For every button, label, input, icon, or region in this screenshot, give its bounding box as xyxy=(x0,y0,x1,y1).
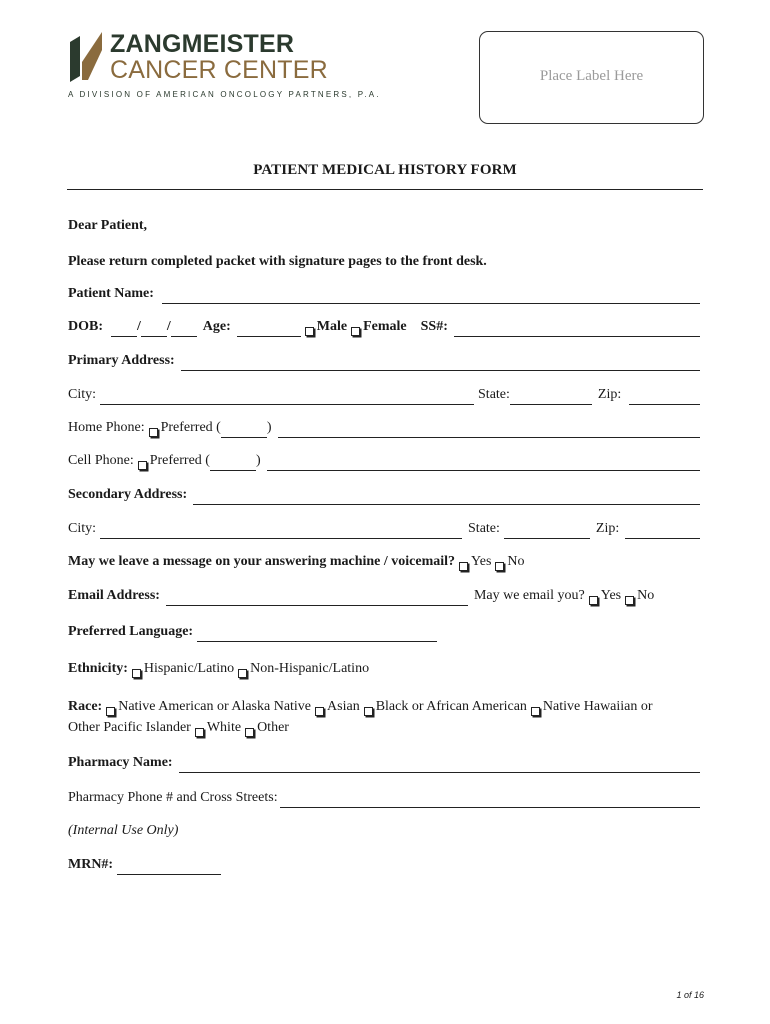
non-hispanic-label: Non-Hispanic/Latino xyxy=(250,661,370,676)
city-row-2 xyxy=(68,519,700,539)
pharmacy-name-label: Pharmacy Name: xyxy=(68,755,173,770)
email-no-label: No xyxy=(637,588,655,603)
pharmacy-phone-field[interactable] xyxy=(280,793,700,808)
cell-phone-preferred-checkbox[interactable] xyxy=(138,461,147,470)
preferred-label: Preferred ( xyxy=(160,420,221,435)
zip-label: Zip: xyxy=(597,387,622,402)
zip-label-2: Zip: xyxy=(595,521,620,536)
city-label: City: xyxy=(68,387,97,402)
city-row xyxy=(68,385,700,405)
ethnicity-label: Ethnicity: xyxy=(68,661,128,676)
cell-phone-field[interactable] xyxy=(267,456,700,471)
dob-row xyxy=(68,317,700,337)
city-field-2[interactable] xyxy=(100,524,462,539)
greeting: Dear Patient, xyxy=(68,218,148,233)
primary-address-label: Primary Address: xyxy=(68,353,175,368)
secondary-address-row xyxy=(68,485,700,505)
email-yes-label: Yes xyxy=(600,588,622,603)
mrn-row xyxy=(68,855,700,875)
race-asian-checkbox[interactable] xyxy=(315,707,324,716)
city-label-2: City: xyxy=(68,521,97,536)
preferred-close: ) xyxy=(266,420,272,435)
city-field[interactable] xyxy=(100,390,474,405)
female-checkbox[interactable] xyxy=(351,327,360,336)
state-field[interactable] xyxy=(510,390,592,405)
internal-use-row xyxy=(68,821,700,841)
race-native-american-label: Native American or Alaska Native xyxy=(118,699,312,714)
zip-field[interactable] xyxy=(629,390,700,405)
mrn-label: MRN#: xyxy=(68,857,114,872)
preferred-label: Preferred ( xyxy=(149,453,210,468)
language-label: Preferred Language: xyxy=(68,624,194,639)
cell-phone-row xyxy=(68,451,700,471)
dob-separator: / xyxy=(137,319,141,334)
page-number: 1 of 16 xyxy=(676,990,704,1000)
language-field[interactable] xyxy=(197,627,437,642)
race-white-checkbox[interactable] xyxy=(195,728,204,737)
race-row-2 xyxy=(68,718,700,738)
home-phone-field[interactable] xyxy=(278,423,700,438)
pharmacy-phone-row xyxy=(68,788,700,808)
female-label: Female xyxy=(363,319,407,334)
state-label: State: xyxy=(478,387,510,402)
cell-phone-preferred-field[interactable] xyxy=(210,456,256,471)
voicemail-yes-label: Yes xyxy=(471,554,492,569)
internal-use-note: (Internal Use Only) xyxy=(68,823,179,838)
state-label-2: State: xyxy=(468,521,500,536)
race-other-checkbox[interactable] xyxy=(245,728,254,737)
preferred-close: ) xyxy=(255,453,261,468)
email-no-checkbox[interactable] xyxy=(625,596,634,605)
dob-separator: / xyxy=(166,319,171,334)
male-label: Male xyxy=(316,319,348,334)
voicemail-question: May we leave a message on your answering machine / voicemail? xyxy=(68,554,456,569)
instructions: Please return completed packet with signature pages to the front desk. xyxy=(68,254,487,269)
race-other-label: Other xyxy=(257,720,289,735)
dob-label: DOB: xyxy=(68,319,103,334)
logo-name-line2: CANCER CENTER xyxy=(110,56,328,84)
instructions-row xyxy=(68,252,700,272)
hispanic-label: Hispanic/Latino xyxy=(143,661,235,676)
voicemail-no-checkbox[interactable] xyxy=(495,562,504,571)
patient-name-label: Patient Name: xyxy=(68,286,154,301)
race-asian-label: Asian xyxy=(327,699,360,714)
non-hispanic-checkbox[interactable] xyxy=(238,669,247,678)
race-white-label: White xyxy=(206,720,242,735)
race-black-label: Black or African American xyxy=(375,699,527,714)
email-yes-checkbox[interactable] xyxy=(589,596,598,605)
zip-field-2[interactable] xyxy=(625,524,700,539)
hispanic-checkbox[interactable] xyxy=(132,669,141,678)
race-black-checkbox[interactable] xyxy=(364,707,373,716)
patient-label-box[interactable] xyxy=(479,31,704,124)
pharmacy-phone-label: Pharmacy Phone # and Cross Streets: xyxy=(68,790,278,805)
dob-year-field[interactable] xyxy=(171,322,197,337)
patient-name-field[interactable] xyxy=(162,289,700,304)
state-field-2[interactable] xyxy=(504,524,590,539)
home-phone-preferred-checkbox[interactable] xyxy=(149,428,158,437)
logo-name-line1: ZANGMEISTER xyxy=(110,30,295,58)
male-checkbox[interactable] xyxy=(305,327,314,336)
voicemail-no-label: No xyxy=(507,554,525,569)
ethnicity-row xyxy=(68,659,700,679)
age-field[interactable] xyxy=(237,322,301,337)
race-row xyxy=(68,697,700,717)
title-divider xyxy=(67,189,703,190)
email-field[interactable] xyxy=(166,591,468,606)
voicemail-yes-checkbox[interactable] xyxy=(459,562,468,571)
email-row xyxy=(68,586,700,606)
race-native-american-checkbox[interactable] xyxy=(106,707,115,716)
ss-field[interactable] xyxy=(454,322,700,337)
race-hawaiian-label-cont: Other Pacific Islander xyxy=(68,720,191,735)
logo-subtitle: A DIVISION OF AMERICAN ONCOLOGY PARTNERS, P.A. xyxy=(68,90,381,99)
home-phone-preferred-field[interactable] xyxy=(221,423,267,438)
secondary-address-label: Secondary Address: xyxy=(68,487,188,502)
email-label: Email Address: xyxy=(68,588,160,603)
email-question: May we email you? xyxy=(473,588,585,603)
age-label: Age: xyxy=(202,319,231,334)
race-hawaiian-label: Native Hawaiian or xyxy=(542,699,653,714)
voicemail-row xyxy=(68,552,700,572)
secondary-address-field[interactable] xyxy=(193,490,700,505)
patient-name-row xyxy=(68,284,700,304)
race-hawaiian-checkbox[interactable] xyxy=(531,707,540,716)
race-label: Race: xyxy=(68,699,103,714)
ss-label: SS#: xyxy=(420,319,448,334)
primary-address-row xyxy=(68,351,700,371)
pharmacy-name-row xyxy=(68,753,700,773)
language-row xyxy=(68,622,700,642)
pharmacy-name-field[interactable] xyxy=(179,758,700,773)
dob-month-field[interactable] xyxy=(111,322,137,337)
logo-icon xyxy=(66,32,106,82)
mrn-field[interactable] xyxy=(117,860,221,875)
home-phone-label: Home Phone: xyxy=(68,420,145,435)
home-phone-row xyxy=(68,418,700,438)
label-placeholder: Place Label Here xyxy=(539,68,644,84)
dob-day-field[interactable] xyxy=(141,322,167,337)
greeting-row xyxy=(68,216,700,236)
primary-address-field[interactable] xyxy=(181,356,700,371)
cell-phone-label: Cell Phone: xyxy=(68,453,134,468)
form-title: PATIENT MEDICAL HISTORY FORM xyxy=(253,162,517,178)
